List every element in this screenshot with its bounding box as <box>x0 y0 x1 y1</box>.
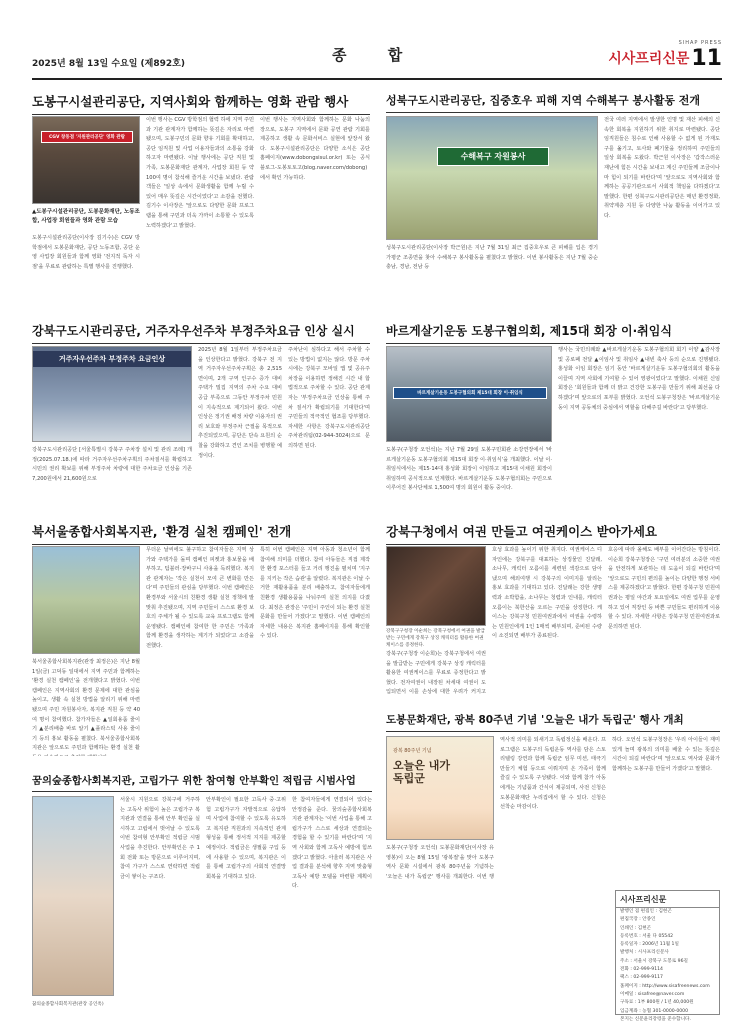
infobox-row: 전화 : 02-999-9114 <box>620 967 663 973</box>
article-body-col2: 호성 효과를 높이기 위한 취지다. 여권케이스 디자인에는 강북구를 대표하는 상징물인 진달래, 소나무, 캐릭터 오름이를 세련된 색감으로 담아냈으며 해외여행 시 강북구의 이미지를 알리는 홍보 효과를 기대하고 있다. 진달래는 강한 생명력과 소박함을, 소나무는 청렴과 인내를, 캐릭터 오름이는 북한산을 오르는 구민을 상징한다. 케이스는 강북구청 민원여권과에서 여권을 수령하는 민원인에게 1인 1매씩 배부되며, 준비된 수량이 소진되면 배부가 종료된다. <box>492 547 602 640</box>
article-body-col2: 2025년 8월 1일부터 부정주차요금을 인상한다고 밝혔다. 강북구 전 지역 거주자우선주차구획은 총 2,515면이며, 2개 구역 인구수 증가 대비 주택가 밀집 지역의 주차 수요 대비 공급 부족으로 그동안 부정주차 민원이 지속적으로 제기되어 왔다. 이번 인상은 정기권 배정 차량 이용자의 권리 보호와 부정주차 근절을 목적으로 추진되었으며, 공단은 단속 요원의 순찰을 강화하고 견인 조치를 병행할 예정이다. <box>198 347 282 459</box>
article-lead: 강북구도시관리공단 [서울특별시 강북구 주차장 설치 및 관리 조례] 개정(2025.07.18.)에 따라 거주자우선주차구획의 주차질서를 확립하고 시민의 권리 확보를 위해 부정주차 차량에 대한 주차요금 인상을 기존 7,200원에서 21,600원으로 <box>32 447 192 482</box>
poster-title: 거주자우선주차 부정주차 요금인상 <box>33 351 191 367</box>
article-dobong-culture <box>386 712 720 882</box>
infobox-row: 입금계좌 : 농협 301-0000-0000 <box>620 1008 689 1014</box>
headline: 강북구청에서 여권 만들고 여권케이스 받아가세요 <box>386 522 720 545</box>
article-gangbuk-facility <box>32 322 370 512</box>
article-body-col1: 북서울종합사회복지관(관장 최정은)은 지난 8월 1일(금) 고덕동 일대에서 지역 주민과 함께하는 '환경 실천 캠페인'을 전개했다고 밝혔다. 이번 캠페인은 지역사회의 환경 문제에 대한 관심을 높이고, 생활 속 실천 방법을 알리기 위해 마련됐으며 주민 자원봉사자, 복지관 직원 등 약 40여 명이 참여했다. 참가자들은 ▲일회용품 줄이기 ▲분리배출 바로 알기 ▲플라스틱 사용 줄이기 등의 홍보 활동을 펼쳤다. 북서울종합사회복지관은 앞으로도 주민과 함께하는 환경 실천 활 <box>32 659 140 752</box>
headline: 꿈의숲종합사회복지관, 고립가구 위한 참여형 안부확인 적립금 시범사업 <box>32 772 372 792</box>
article-lead: 도봉구시설관리공단(이사장 김기수)은 CGV 방학점에서 도봉문화재단, 공단 노동조합, 공단 운영 사업장 회원들과 함께 영화 '전지적 독자 시점'을 무료로 관람하는 특별 행사를 진행했다. <box>32 235 140 270</box>
page-number: 11 <box>691 46 722 71</box>
article-body-col1: 서울시 지원으로 강북구에 거주하는 고독사 위험이 높은 고립가구 복지관과 연결을 통해 안부 확인을 실시하고 고립에서 벗어날 수 있도록 이번 참여형 안부확인 적립금 시범사업을 추진한다. 안부확인은 주 1회 전화 또는 방문으로 이루어지며, 참여 가구가 스스로 연락하면 적립금이 쌓이는 구조다. <box>120 797 200 880</box>
article-ggumnamu-welfare <box>32 772 372 1016</box>
masthead <box>32 38 722 80</box>
photo-volunteers <box>386 116 598 240</box>
infobox-row: 등록일자 : 2006년 11월 1일 <box>620 942 679 948</box>
article-barun-dobong <box>386 322 720 512</box>
brand-name: 시사프리신문 <box>608 51 690 67</box>
article-body-col2: 안부확인이 필요한 고독사 중·고위험 고립가구가 자발적으로 응답하며 사업에 참여할 수 있도록 유도하고 복지관 직원과의 지속적인 관계 형성을 통해 정서적 지지를 제공할 예정이다. 적립금은 생필품 구입 등에 사용할 수 있으며, 복지관은 이를 통해 고립가구의 사회적 연결망 회복을 기대하고 있다. <box>206 797 286 880</box>
infobox-row: 홈페이지 : http://www.sisafreenews.com <box>620 983 710 989</box>
article-body-col3: 이번 행사는 지역사회와 함께하는 문화 나눔의 장으로, 도봉구 지역에서 문화 공연 관람 기회를 제공하고 생활 속 문화서비스 실현에 앞장서 왔다. 도봉구시설관리공단은 다양한 소식은 공단 홈페이지(www.dobongsisul.or.kr) 또는 공식 블로그-도봉토토고(blog.naver.com/dobong)에서 확인 가능하다. <box>260 117 370 181</box>
article-body-col1: 도봉구(구청장 오언석) 도봉문화재단(이사장 유영봉)이 오는 8월 15일 '광복절'을 맞아 도봉구 역사 문화 시설에서 광복 80주년을 기념하는 '오늘은 내가 독립군' 행사를 개최한다. 이번 행 <box>386 845 494 880</box>
article-body-col3: 한 참여자들에게 연결되어 있다는 안정감을 준다. 꿈의숲종합사회복지관 관계자는 '이번 사업을 통해 고립가구가 스스로 세상과 연결되는 경험을 할 수 있기를 바란다'며 '지역 사회와 함께 고독사 예방에 힘쓰겠다'고 밝혔다. 아울러 복지관은 사업 결과를 분석해 향후 지역 맞춤형 고독사 예방 모델을 마련할 계획이다. <box>292 797 372 890</box>
photo-event-poster <box>386 736 494 840</box>
infobox-row: 발행처 : 시사프리신문사 <box>620 950 669 956</box>
headline: 북서울종합사회복지관, '환경 실천 캠페인' 전개 <box>32 522 370 545</box>
article-body-col1: 강북구(구청장 이순희)는 강북구청에서 여권을 발급받는 구민에게 강북구 상징 캐릭터를 활용한 여권케이스를 무료로 증정한다고 밝혔다. 전자여권이 내장된 차세대 여권이 도입되면서 이를 손상에 대한 우려가 커지고 <box>386 651 486 696</box>
headline: 바르게살기운동 도봉구협의회, 제15대 회장 이·취임식 <box>386 322 720 344</box>
article-body-col3: 특히 이번 캠페인은 지역 아동과 청소년이 함께 참여해 의미를 더했다. 참여 아동들은 직접 제작한 환경 포스터를 들고 거리 행진을 펼치며 '지구를 지키는 작은 습관'을 알렸다. 복지관은 이날 수거한 재활용품을 분리 배출하고, 참여자들에게 친환경 생활용품을 나눠주며 실천 의지를 다졌다. 최정은 관장은 '주민이 주인이 되는 환경 실천 문화를 만들어 가겠다'고 말했다. 이번 캠페인의 자세한 내용은 복지관 홈페이지를 통해 확인할 수 있다. <box>260 547 370 640</box>
photo-banner: 수해복구 자원봉사 <box>437 147 549 166</box>
photo-passport-case <box>386 546 486 626</box>
headline: 도봉구시설관리공단, 지역사회와 함께하는 영화 관람 행사 <box>32 92 370 115</box>
infobox-row: 본지는 신문윤리강령을 준수합니다. <box>620 1016 691 1022</box>
headline: 강북구도시관리공단, 거주자우선주차 부정주차요금 인상 실시 <box>32 322 370 344</box>
article-seongbuk-facility <box>386 92 720 300</box>
poster-subtitle: 광복 80주년 기념 <box>393 748 432 754</box>
article-body-col1: 성북구도시관리공단(이사장 박근원)은 지난 7월 31일 최근 집중호우로 큰 피해를 입은 경기 가평군 조종면을 찾아 수해복구 봉사활동을 펼쳤다고 밝혔다. 이번 봉사활동은 지난 7월 중순 충남, 경남, 전남 등 <box>386 245 598 271</box>
article-body-col2: 역사적 의미를 되새기고 독립정신을 배운다. 프로그램은 도봉구의 독립운동 역사를 담은 스토리텔링 강연과 함께 독립군 임무 미션, 태극기 만들기 체험 등으로 이뤄지며 온 가족이 함께 즐길 수 있도록 구성됐다. 이와 함께 참가 아동에게는 기념품과 간식이 제공되며, 사전 신청은 도봉문화재단 누리집에서 할 수 있다. 신청은 선착순 마감이다. <box>500 737 606 811</box>
poster-title: 오늘은 내가 독립군 <box>393 759 450 785</box>
photo-caption: ▲도봉구시설관리공단, 도봉문화재단, 노동조합, 사업장 회원들과 영화 관람 모습 <box>32 209 140 224</box>
infobox-title: 시사프리신문 <box>616 891 719 908</box>
photo-parking-poster <box>32 346 192 442</box>
photo-banner: CGV 창동점 '지원관리공단' 영화 관람 <box>41 131 133 143</box>
article-body-col2: 이번 행사는 CGV 방학점의 협력 하에 지역 주민과 기관 관계자가 함께하는 뜻깊은 자리로 마련됐으며, 도봉구민의 문화 향유 기회를 확대하고, 공단 임직원 및 사업 이용자들과의 소통을 강화하고자 마련됐다. 이날 행사에는 공단 직원 및 가족, 도봉문화재단 관계자, 사업장 회원 등 약 100여 명이 참석해 즐거운 시간을 보냈다. 관람객들은 '일상 속에서 문화생활을 함께 누릴 수 있어 매우 뜻깊은 시간이었다'고 소감을 전했다. 김기수 이사장은 '앞으로도 다양한 문화 프로그램을 통해 구민과 더욱 가까이 소통할 수 있도록 노력하겠다'고 밝혔다. <box>146 117 254 229</box>
infobox-row: 인쇄인 : 김현곤 <box>620 925 652 931</box>
photo-caption: 강북구구청장 이순희는 강북구청에서 여권을 발급받는 구민에게 강북구 상징 캐릭터를 활용한 여권케이스를 증정한다. <box>386 629 486 648</box>
photo-movie-event <box>32 116 140 204</box>
article-dobong-facility <box>32 92 370 300</box>
headline: 도봉문화재단, 광복 80주년 기념 '오늘은 내가 독립군' 행사 개최 <box>386 712 720 732</box>
infobox-row: 주소 : 서울시 강북구 도봉로 96길 <box>620 958 688 964</box>
article-body-col2: 행사는 국민의례와 ▲바르게살기운동 도봉구협의회 회기 이양 ▲감사장 및 공로패 전달 ▲이임사 및 취임사 ▲내빈 축사 등의 순으로 진행됐다. 홍성화 이임 회장은 임기 동안 '바르게살기운동 도봉구협의회의 활동을 이끌며 지역 사회에 기여할 수 있어 영광이었다'고 말했다. 이채원 신임 회장은 '회원들과 함께 더 밝고 건강한 도봉구를 만들기 위해 최선을 다하겠다'며 앞으로의 포부를 밝혔다. 오언석 도봉구청장은 '바르게살기운동이 지역 공동체의 중심에서 역할을 다해주길 바란다'고 당부했다. <box>558 347 720 411</box>
section-title: 종 합 <box>332 46 421 64</box>
article-body-col3: 호응에 따라 올해도 배부를 이어간다는 방침이다. 이순희 강북구청장은 '구민 여러분의 소중한 여권을 안전하게 보관하는 데 도움이 되길 바란다'며 '앞으로도 구민의 편의를 높이는 다양한 행정 서비스를 제공하겠다'고 밝혔다. 한편 강북구청 민원여권과는 평일 야간과 토요일에도 여권 업무를 운영하고 있어 직장인 등 바쁜 구민들도 편리하게 이용할 수 있다. 자세한 사항은 강북구청 민원여권과로 문의하면 된다. <box>608 547 720 630</box>
newspaper-brand <box>608 40 722 71</box>
article-body-col2: 전국 여러 지역에서 발생한 인명 및 재산 피해의 신속한 회복을 지원하기 위한 취지로 마련됐다. 공단 임직원들은 침수로 인해 사용할 수 없게 된 가재도구를 옮기고, 토사와 폐기물을 정리하며 주민들의 일상 회복을 도왔다. 박근원 이사장은 '갑작스러운 재난에 힘든 시간을 보내고 계신 주민들께 조금이나마 힘이 되기를 바란다'며 '앞으로도 지역사회와 함께하는 공공기관으로서 사회적 책임을 다하겠다'고 말했다. 한편 성북구도시관리공단은 매년 환경정화, 취약계층 지원 등 다양한 나눔 활동을 이어가고 있다. <box>604 117 720 219</box>
headline: 성북구도시관리공단, 집중호우 피해 지역 수해복구 봉사활동 전개 <box>386 92 720 113</box>
article-seobuk-welfare <box>32 522 370 758</box>
infobox-row: 등록번호 : 서울 다 05542 <box>620 933 674 939</box>
article-body-col3: 주차난이 심하다고 해서 주차할 수 있는 방법이 없지는 않다. 방문 주차 시에는 강북구 모바일 앱 및 공유주차장을 이용하면 정해진 시간 내 합법적으로 주차할 수 있다. 공단 관계자는 '부정주차요금 인상을 통해 주차 질서가 확립되기를 기대한다'며 구민들의 적극적인 협조를 당부했다. 자세한 사항은 강북구도시관리공단 주차관리팀(02-944-3024)으로 문의하면 된다. <box>288 347 370 449</box>
article-body-col1: 도봉구(구청장 오언석)는 지난 7월 29일 도봉구민회관 소강연장에서 '바르게살기운동 도봉구협의회 제15대 회장 이·취임식'을 개최했다. 이날 이·취임식에서는 제15·14대 홍성화 회장이 이임하고 제15대 이채원 회장이 취임하며 공식적으로 인계했다. 바르게살기운동 도봉구협의회는 주민으로 이루어진 봉사단체로 1,500여 명의 회원이 활동 중이다. <box>386 447 552 492</box>
article-gangbuk-passport <box>386 522 720 700</box>
issue-date: 2025년 8월 13일 수요일 (제892호) <box>32 59 185 69</box>
photo-banner: 바르게살기운동 도봉구협의회 제15대 회장 이·취임식 <box>393 387 547 399</box>
brand-tagline: SIHAP PRESS <box>678 40 722 46</box>
infobox-row: 이메일 : sisafree@naver.com <box>620 991 685 997</box>
photo-campaign <box>32 546 140 654</box>
article-body-col2: 무더운 날씨에도 불구하고 참여자들은 지역 상가와 주택가를 돌며 캠페인 피켓과 홍보물을 배부하고, 텀블러·장바구니 사용을 독려했다. 복지관 관계자는 '작은 실천이 모여 큰 변화를 만든다'며 주민들의 관심을 당부했다. 이번 캠페인은 환경부와 서울시의 친환경 생활 실천 정책에 발맞춰 추진됐으며, 지역 주민들이 스스로 환경 보호의 주체가 될 수 있도록 교육 프로그램도 함께 운영됐다. 캠페인에 참여한 한 주민은 '가족과 함께 환경을 생각하는 계기가 되었다'고 소감을 전했다. <box>146 547 254 649</box>
infobox-row: 발행인 겸 편집인 : 김현곤 <box>620 909 672 914</box>
infobox-row: 구독료 : 1부 800원 / 1년 40,000원 <box>620 1000 694 1006</box>
infobox-row: 팩스 : 02-999-9117 <box>620 975 663 981</box>
publication-info-box <box>615 890 720 1022</box>
photo-inauguration <box>386 346 552 442</box>
article-body-col3: 하다. 오언석 도봉구청장은 '우리 아이들이 재미있게 놀며 광복의 의미를 배울 수 있는 뜻깊은 시간이 되길 바란다'며 '앞으로도 역사와 문화가 함께하는 도봉구를 만들어 가겠다'고 말했다. <box>612 737 720 772</box>
infobox-row: 편집국장 : 안종인 <box>620 917 656 923</box>
photo-caption: 꿈의숲종합사회복지관(관장 공인옥) <box>32 1002 104 1007</box>
photo-welfare-program <box>32 796 114 996</box>
